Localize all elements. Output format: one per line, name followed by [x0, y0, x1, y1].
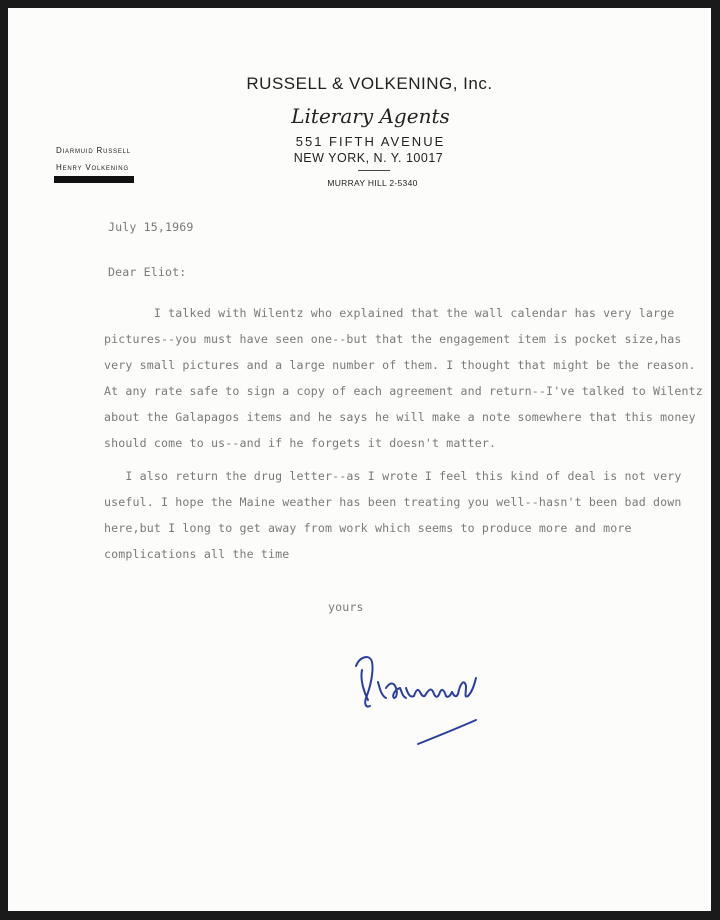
- letterhead-rule: [358, 170, 390, 171]
- partner-name-1: Diarmuid Russell: [56, 146, 131, 155]
- closing: yours: [328, 600, 364, 614]
- address-line-2: NEW YORK, N. Y. 10017: [293, 151, 444, 165]
- redaction-bar: [54, 176, 134, 183]
- tagline: Literary Agents: [291, 104, 450, 128]
- body-line: I also return the drug letter--as I wrote I feel this kind of deal is not very: [104, 469, 682, 483]
- body-line: complications all the time: [104, 547, 290, 561]
- phone-number: MURRAY HILL 2-5340: [327, 178, 418, 188]
- body-line: should come to us--and if he forgets it doesn't matter.: [104, 436, 497, 450]
- address-line-1: 551 FIFTH AVENUE: [295, 134, 446, 149]
- body-line: about the Galapagos items and he says he will make a note somewhere that this money: [104, 410, 696, 424]
- body-line: useful. I hope the Maine weather has been treating you well--hasn't been bad down: [104, 495, 682, 509]
- body-line: At any rate safe to sign a copy of each agreement and return--I've talked to Wilentz: [104, 384, 703, 398]
- salutation: Dear Eliot:: [108, 265, 187, 279]
- body-line: very small pictures and a large number of them. I thought that might be the reason.: [104, 358, 696, 372]
- handwritten-signature: [348, 648, 498, 758]
- letter-date: July 15,1969: [108, 220, 194, 234]
- letter-page: [8, 8, 711, 911]
- body-line: here,but I long to get away from work which seems to produce more and more: [104, 521, 632, 535]
- body-line: pictures--you must have seen one--but that the engagement item is pocket size,has: [104, 332, 682, 346]
- company-name: RUSSELL & VOLKENING, Inc.: [246, 74, 493, 93]
- partner-name-2: Henry Volkening: [56, 163, 129, 172]
- body-line: I talked with Wilentz who explained that the wall calendar has very large: [104, 306, 675, 320]
